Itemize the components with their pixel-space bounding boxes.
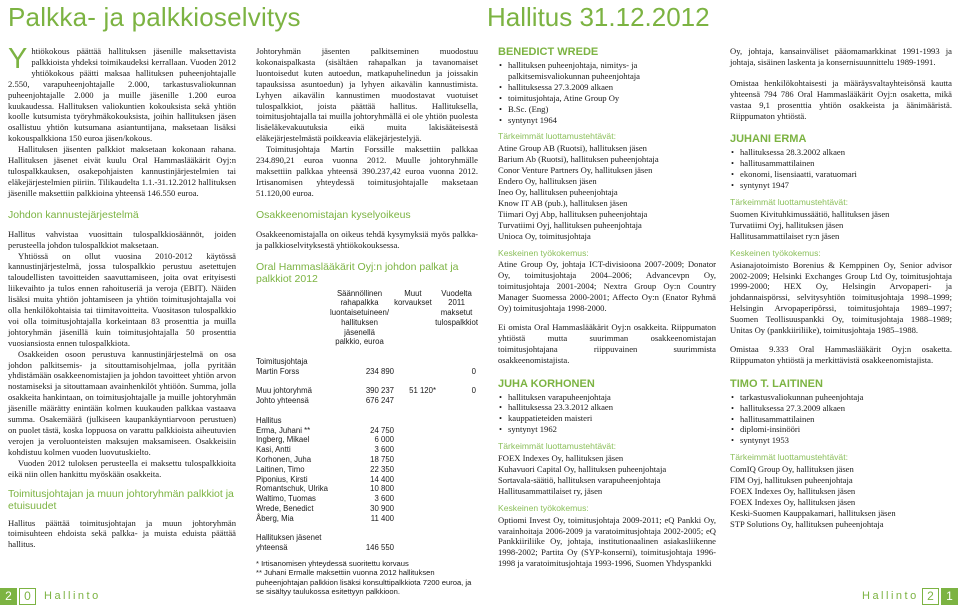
table-row: Wrede, Benedict 30 900 — [256, 504, 394, 514]
subheading: Keskeinen työkokemus: — [730, 247, 821, 258]
compensation-table — [256, 289, 478, 554]
drop-cap: Y — [8, 43, 28, 75]
positions-list: Atine Group AB (Ruotsi), hallituksen jäsen Barium Ab (Ruotsi), hallituksen puheenjohtaja Conor Venture Partners Oy, hallituksen jäsen Endero Oy, hallituksen jäsen Ineo Oy, hallituksen puheenjohtaja Know IT AB (pub.), hallituksen jäsen Tiimari Oyj Abp, hallituksen puheenjohtaja Turvatiimi Oyj, hallituksen puheenjohtaja Unioca Oy, toimitusjohtaja — [498, 143, 659, 241]
table-row: Waltimo, Tuomas 3 600 — [256, 494, 394, 504]
list-item: • syntynyt 1962 — [508, 424, 716, 435]
list-item: • syntynyt 1953 — [740, 435, 952, 446]
footnote: * Irtisanomisen yhteydessä suoritettu korvaus — [256, 559, 409, 569]
intro-paragraph — [8, 43, 236, 144]
column-3 — [498, 46, 716, 569]
list-item: • hallituksessa 27.3.2009 alkaen — [508, 82, 716, 93]
list-item: • tarkastusvaliokunnan puheenjohtaja — [740, 392, 952, 403]
work-history: Optiomi Invest Oy, toimitusjohtaja 2009-2011; eQ Pankki Oy, varainhoitaja 2006-2009 ja varatoimitusjohtaja 2002-2005; eQ Pankkiiriliike Oy, johtaja, institutionaalinen asiakasliikenne 1998-2002; Partita Oy (SYP-konserni), toimitusjohtaja 1996-1998 ja varatoimitusjohtaja 1993-1996, Suomen Yhdyspankki — [498, 514, 716, 569]
paragraph: Hallituksen jäsenten palkkiot maksetaan kokonaan rahana. Hallituksen jäsenet eivät kuulu Oral Hammaslääkärit Oyj:n tulospalkkauksen, osakepohjaisten kannustinjärjestelmien tai eläkejärjestelmien piiriin. Tilikaudelta 1.1.-31.12.2012 hallituksen jäsenille maksettiin palkkioina yhteensä 146.550 euroa. — [8, 144, 236, 198]
page-header — [0, 0, 960, 36]
table-row: Åberg, Mia 11 400 — [256, 513, 394, 523]
table-row: yhteensä 146 550 — [256, 543, 394, 553]
paragraph: Hallitus päättää toimitusjohtajan ja muun johtoryhmän toimisuhteen ehdoista sekä palkka- ja muista eduista päättää hallitus. — [8, 517, 236, 550]
column-header-other: Muut korvaukset — [394, 288, 432, 308]
table-row: Hallitus — [256, 415, 282, 425]
page-number-digit: 0 — [19, 588, 36, 605]
list-item: • B.Sc. (Eng) — [508, 104, 716, 115]
list-item: • hallituksessa 23.3.2012 alkaen — [508, 402, 716, 413]
paragraph: Vuoden 2012 tuloksen perusteella ei maksettu tulospalkkioita eikä niin ollen hankittu myöskään osakkeita. — [8, 457, 236, 479]
table-header — [256, 289, 478, 348]
paragraph: Osakkeiden osoon perustuva kannustinjärjestelmä on osa johdon palkitsemis- ja sitouttamisohjelmaa, jolla pyritään yhdistämään osakkeenomistajien ja johdon tavoitteet yhtiön arvon nostamiseksi ja sitouttamaan avainhenkilöt yhtiöön. Summa, jolla osakkeita hankintaan, on toimitusjohtajalle ja muille johtoryhmän jäsenille määrätty enintään kolmen kuukauden palkkaa vastaava summa. Osakemäärä (julkiseen kaupankäyntiarvoon perustuen) on puolet tästä, koska loppuosa on varattu palkkioista aiheutuvien verojen ja veroluonteisten maksujen maksamiseen. Osakkeisiin kohdistuu kolmen vuoden luovutuskielto. — [8, 348, 236, 457]
section-heading: Johdon kannustejärjestelmä — [8, 208, 139, 221]
column-header-salary: Säännöllinen rahapalkka luontaisetuineen/ hallituksen jäsenellä palkkio, euroa — [330, 288, 389, 347]
section-heading: Oral Hammaslääkärit Oyj:n johdon palkat ja palkkiot 2012 — [256, 260, 459, 285]
member-facts — [498, 60, 716, 125]
list-item: • syntynyt 1947 — [740, 180, 952, 191]
list-item: • hallitusammattilainen — [740, 414, 952, 425]
subheading: Keskeinen työkokemus: — [498, 502, 589, 513]
table-row: Piponius, Kirsti 14 400 — [256, 474, 394, 484]
column-1 — [8, 43, 236, 550]
paragraph: Hallitus vahvistaa vuosittain tulospalkkiosäännöt, joiden perusteella johdon tulospalkkiot maksetaan. — [8, 228, 236, 250]
list-item: • hallituksen varapuheenjohtaja — [508, 392, 716, 403]
member-name: BENEDICT WREDE — [498, 46, 599, 58]
list-item: • hallituksen puheenjohtaja, nimitys- ja palkitsemisvaliokunnan puheenjohtaja — [508, 60, 716, 82]
section-heading: Osakkeenomistajan kyselyoikeus — [256, 208, 411, 221]
list-item: • ekonomi, lisensiaatti, varatuomari — [740, 169, 952, 180]
member-facts — [730, 392, 952, 447]
table-row: Korhonen, Juha 18 750 — [256, 455, 394, 465]
table-row: Johto yhteensä 676 247 — [256, 396, 394, 406]
list-item: • toimitusjohtaja, Atine Group Oy — [508, 93, 716, 104]
work-history: Atine Group Oy, johtaja ICT-divisioona 2007-2009; Donator Oy, toimitusjohtaja 2004–2006; Advancevpn Oy, toimitusjohtaja 2001-2004; Nextra Group Oy:n Country Manager Suomessa 2000-2001; Affecto Oy:n (Enator Ryhmä Oy) toimitusjohtaja 1998-2000. — [498, 259, 716, 314]
column-2 — [256, 46, 478, 597]
page-number-digit: 2 — [0, 588, 17, 605]
ownership-text: Omistaa 9.333 Oral Hammaslääkärit Oyj:n osaketta. Riippumaton yhtiöstä ja merkittävistä osakkeenomistajista. — [730, 343, 952, 365]
footnote: ** Juhani Ermalle maksettiin vuonna 2012 hallituksen puheenjohtajan palkkion lisäksi konsulttipalkkiota 7200 euroa, ja se sisältyy taulukossa esitettyyn palkkioon. — [256, 568, 472, 597]
footer-section-label: Hallinto — [44, 590, 101, 602]
list-item: • hallitusammattilainen — [740, 158, 952, 169]
work-history: Asianajotoimisto Borenius & Kemppinen Oy, Senior advisor 2002-2009; Helsinki Exchanges Group Ltd Oy, toimitusjohtaja 1999-2000; HEX Oy, Helsingin Arvopaperi- ja johdannaispörssi, selvitysyhtiön toimitusjohtaja 1998–1999; Helsingin Arvopaperipörssi, toimitusjohtaja 1989–1997; Suomen Teollisuuspankki Oy, toimitusjohtaja 1988–1989; Unitas Oy (pankkiiriliike), toimitusjohtaja 1985–1988. — [730, 259, 952, 336]
table-row: Toimitusjohtaja — [256, 357, 308, 367]
positions-list: ComIQ Group Oy, hallituksen jäsen FIM Oyj, hallituksen puheenjohtaja FOEX Indexes Oy, hallituksen jäsen FOEX Indexes Oy, hallituksen jäsen Keski-Suomen Kauppakamari, hallituksen jäsen STP Solutions Oy, hallituksen puheenjohtaja — [730, 464, 896, 529]
list-item: • syntynyt 1964 — [508, 115, 716, 126]
list-item: • kauppatieteiden maisteri — [508, 413, 716, 424]
intro-text: htiökokous päättää hallituksen jäsenille maksettavista palkkioista yhdeksi toimikaudeksi kerrallaan. Vuoden 2012 yhtiökokous päätti maksaa hallituksen puheenjohtajalle 2.550, varapuheenjohtajalle 2.000, tarkastusvaliokunnan puheenjohtajalle 2.000 ja muille jäsenille 1.200 euroa kuukaudessa. Hallituksen valiokuntien kokouksista sekä yhtiön koolle kutsumista työryhmäkokouksista, joihin hallituksen jäsen osallistuu yhtiön kutsumana asiantuntijana, maksetaan lisäksi kokouspalkkiona 150 euroa jäsen/kokous. — [8, 46, 236, 144]
table-row: Martin Forss 234 890 0 — [256, 366, 476, 376]
page-number-digit: 2 — [922, 588, 939, 605]
table-row: Kasi, Antti 3 600 — [256, 445, 394, 455]
subheading: Tärkeimmät luottamustehtävät: — [730, 452, 848, 463]
subheading: Tärkeimmät luottamustehtävät: — [498, 441, 616, 452]
paragraph: Yhtiössä on ollut vuosina 2010-2012 käytössä kannustinjärjestelmä, jossa tulospalkkio perustuu asetettujen taloudellisten tavoitteiden saavuttamiseen, joita ovat erityisesti liikevaihto ja tulos ennen rahoituseriä ja veroja (EBIT). Näiden lisäksi muita yhtiön johtamiseen ja yhtiön toimitusjohtajalla voi olla henkilökohtaisia tai tiimitavoitteita. Vuositason tulospalkkio voi olla toimitusjohtajalla korkeintaan 83 prosenttia ja muilla johtoryhmän jäsenillä kuin toimitusjohtajalla 50 prosenttia vuosiansiosta ennen tulospalkkiota. — [8, 250, 236, 348]
page-title-left: Palkka- ja palkkioselvitys — [8, 2, 301, 32]
page-title-right: Hallitus 31.12.2012 — [487, 2, 710, 32]
work-history-continued: Oy, johtaja, kansainväliset pääomamarkkinat 1991-1993 ja johtaja, sisäinen laskenta ja konsernisuunnittelu 1989-1991. — [730, 46, 952, 67]
footer-section-label: Hallinto — [862, 590, 919, 602]
member-name: JUHANI ERMA — [730, 133, 807, 146]
positions-list: FOEX Indexes Oy, hallituksen jäsen Kuhavuori Capital Oy, hallituksen puheenjohtaja Sortavala-säätiö, hallituksen varapuheenjohtaja Hallitusammattilaiset ry, jäsen — [498, 453, 667, 496]
member-name: JUHA KORHONEN — [498, 377, 595, 390]
list-item: • hallituksessa 28.3.2002 alkaen — [740, 147, 952, 158]
table-row: Laitinen, Timo 22 350 — [256, 464, 394, 474]
table-row: Erma, Juhani ** 24 750 — [256, 425, 394, 435]
subheading: Tärkeimmät luottamustehtävät: — [730, 197, 848, 208]
table-row: Romantschuk, Ulrika 10 800 — [256, 484, 394, 494]
paragraph: Toimitusjohtaja Martin Forssille maksettiin palkkaa 234.890,21 euroa vuonna 2012. Muulle johtoryhmälle maksettiin palkkaa yhteensä 390.237,42 euroa vuonna 2012. Irtisanomisen yhteydessä toimitusjohtajalle maksetaan 51.120,00 euroa. — [256, 144, 478, 198]
paragraph: Osakkeenomistajalla on oikeus tehdä kysymyksiä myös palkka- ja palkkioselvityksestä yhtiökokouksessa. — [256, 228, 478, 250]
positions-list: Suomen Kivituhkimussäätiö, hallituksen jäsen Turvatiimi Oyj, hallituksen jäsen Hallitusammattilaiset ry:n jäsen — [730, 208, 890, 241]
list-item: • hallituksessa 27.3.2009 alkaen — [740, 403, 952, 414]
table-row: Hallituksen jäsenet — [256, 533, 322, 543]
member-name: TIMO T. LAITINEN — [730, 377, 823, 390]
ownership-text: Ei omista Oral Hammaslääkärit Oyj:n osakkeita. Riippumaton yhtiöstä mutta suurimman osakkeenomistajan toimitusjohtajana riippuvainen suurimmista osakkeenomistajista. — [498, 321, 716, 365]
page-number-digit: 1 — [941, 588, 958, 605]
column-header-bonus: Vuodelta 2011 maksetut tulospalkkiot — [435, 288, 478, 327]
member-facts — [498, 392, 716, 436]
list-item: • diplomi-insinööri — [740, 424, 952, 435]
member-facts — [730, 147, 952, 191]
section-heading: Toimitusjohtajan ja muun johtoryhmän palkkiot ja etuisuudet — [8, 487, 234, 512]
paragraph: Johtoryhmän jäsenten palkitseminen muodostuu kokonaispalkasta (sisältäen rahapalkan ja tavanomaiset luontoisedut kuten autoedun, matkapuhelinedun ja joissakin tapauksissa asuntoedun) ja lyhyen aikavälin kannustimista. Lyhyen aikavälin kannustimen muodostavat vuotuiset tulospalkkiot, joista päättää hallitus. Hallituksella, toimitusjohtajalla tai muilla johtoryhmällä ei ole yhtiön puolesta lisäeläkevakuutuksia eikä muita lakisääteisestä eläkejärjestelmästä poikkeavia eläkejärjestelyjä. — [256, 46, 478, 144]
ownership-text: Omistaa henkilökohtaisesti ja määräysvaltayhteisönsä kautta yhteensä 794 786 Oral Hammaslääkärit Oyj:n osaketta, mikä vastaa 9,1 prosenttia yhtiön osakkeista ja äänimääristä. Riippumaton yhtiöstä. — [730, 77, 952, 121]
table-row: Muu johtoryhmä 390 237 51 120* 0 — [256, 386, 476, 396]
column-4 — [730, 46, 952, 530]
table-row: Ingberg, Mikael 6 000 — [256, 435, 394, 445]
subheading: Keskeinen työkokemus: — [498, 247, 589, 258]
subheading: Tärkeimmät luottamustehtävät: — [498, 131, 616, 142]
page-footer — [0, 584, 960, 607]
